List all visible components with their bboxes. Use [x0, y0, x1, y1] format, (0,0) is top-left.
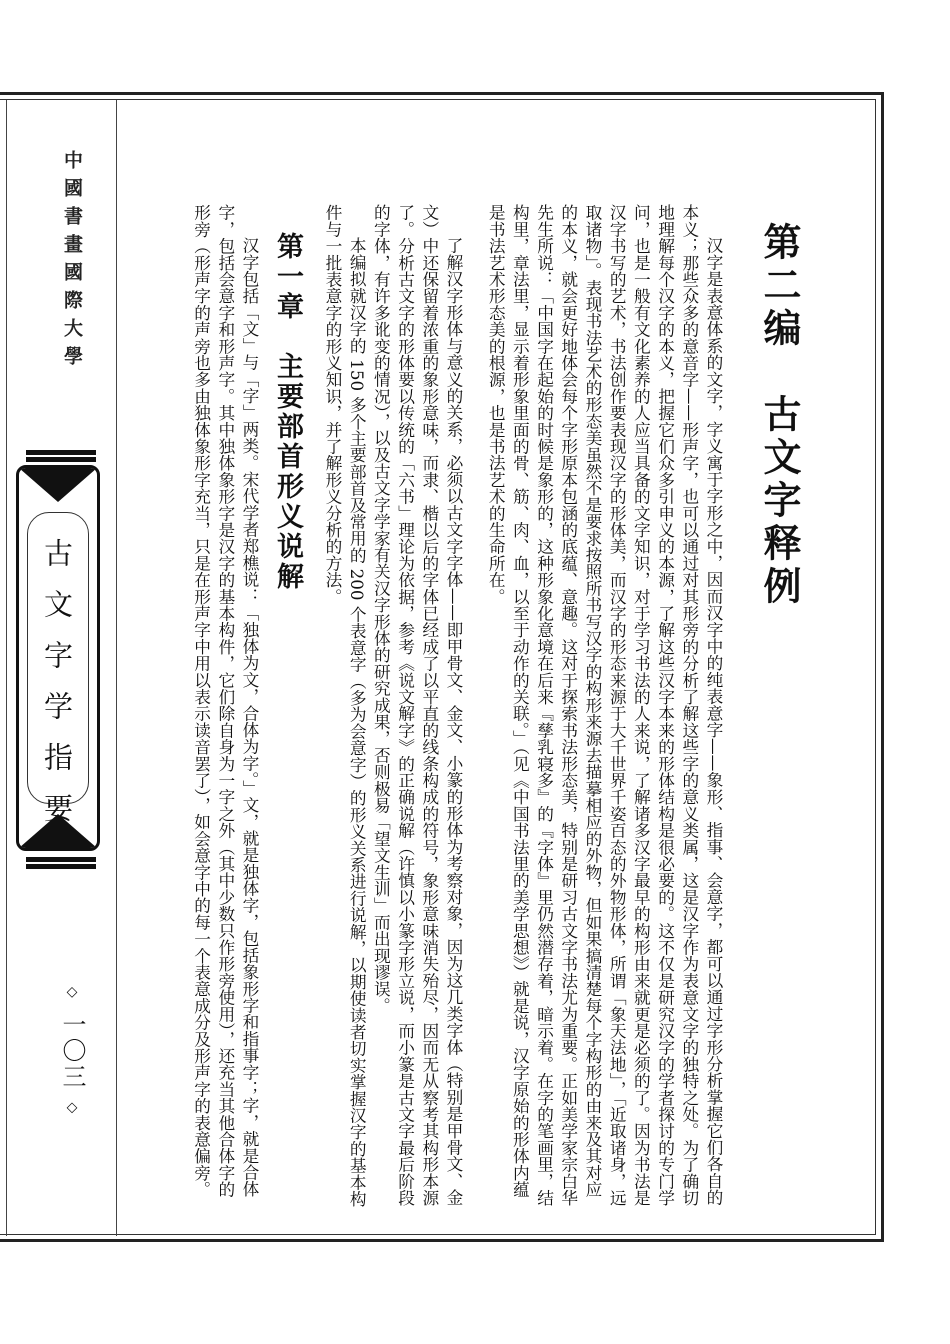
book-title-cartouche [16, 465, 100, 851]
page-number: 一〇三 [58, 1011, 86, 1090]
diamond-icon: ◇ [64, 1099, 80, 1118]
diamond-icon: ◇ [64, 984, 80, 1002]
paragraph-text: 了解汉字形体与意义的关系，必须以古文字字体——即甲骨文、金文、小篆的形体为考察对象，因为这几类字体（特别是甲骨文、金文）中还保留着浓重的象形意味，而隶、楷以后的字体已经成了以平直的线条构成的符号，象形意味消失殆尽，因而无从察考其构形本源了。分析古文字的形体要以传统的「六书」理论为依据，参考《说文解字》的正确说解（许慎以小篆字形立说，而小篆是古文字最后阶段的字体，有许多讹变的情况），以及古文字学家有关汉字形体的研究成果，否则极易「望文生训」而出现谬误。 [371, 204, 464, 1206]
ornament-bar-top [26, 450, 96, 455]
cartouche-ornament-top-icon [19, 468, 97, 502]
cartouche-ornament-bottom-icon [19, 814, 97, 848]
paragraph-text: 汉字包括「文」与「字」两类。宋代学者郑樵说：「独体为文，合体为字。」文，就是独体字，包括象形字和指事字；字，就是合体字，包括会意字和形声字。其中独体象形字是汉字的基本构件，它们除自身为一字之外（其中少数只作形旁使用），还充当其他合体字的形旁（形声字的声旁也多由独体象形字充当，只是在形声字中用以表示读音罢了），如会意字中的每一个表意成分及形声字的表意偏旁。 [191, 204, 260, 1198]
sidebar-rule-left [6, 100, 7, 1236]
ornament-bar-top-2 [26, 457, 96, 462]
paragraph-text: 汉字是表意体系的文字，字义寓于字形之中，因而汉字中的纯表意字——象形、指事、会意字，都可以通过字形分析掌握它们各自的本义；那些众多的意音字——形声字，也可以通过对其形旁的分析了解这些字的意义类属，这是汉字作为表意文字的独特之处。为了确切地理解每个汉字的本义，把握它们众多引申义的本源，了解这些汉字本来的形体结构是很必要的。这不仅是研究汉字的学者探讨的专门学问，也是一般有文化素养的人应当具备的文字知识，对于学习书法的人来说，了解诸多汉字最早的构形由来就更是必须的了。因为书法是汉字书写的艺术，书法创作要表现汉字的形体美，而汉字的形态来源于大千世界千姿百态的外物形体，所谓「象天法地」，「近取诸身，远取诸物」。表现书法艺术的形态美虽然不是要求按照所书写汉字的构形来源去描摹相应的外物，但如果搞清楚每个字构形的由来及其对应的本义，就会更好地体会每个字形原本包涵的底蕴、意趣。这对于探索书法形态美，特别是研习古文字书法尤为重要。正如美学家宗白华先生所说：「中国字在起始的时候是象形的，这种形象化意境在后来『孳乳寝多』的『字体』里仍然潜存着，暗示着。在字的笔画里，结构里，章法里，显示着形象里面的骨、筋、肉、血，以至于动作的关联。」（见《中国书法里的美学思想》）就是说，汉字原始的形体内蕴是书法艺术形态美的根源，也是书法艺术的生命所在。 [486, 204, 724, 1206]
ornament-bar-bottom [26, 857, 96, 862]
chapter-title: 第一章 主要部首形义说解 [272, 232, 303, 592]
paragraph-text: 本编拟就汉字的 150 多个主要部首及常用的 200 个表意字（多为会意字）的形义关系进行说解，以期使读者切实掌握汉字的基本构件与一批表意字的形义知识，并了解形义分析的方法。 [322, 204, 368, 1208]
intro-paragraphs-2-3 [322, 204, 466, 1214]
ornament-bar-bottom-2 [26, 864, 96, 869]
page-number-block [60, 984, 90, 1117]
book-title: 古文字学指要 [40, 538, 74, 844]
series-title: 中國書畫國際大學 [61, 150, 83, 374]
intro-paragraph-1 [476, 204, 726, 1214]
sidebar-rule-right [116, 100, 117, 1236]
chapter-paragraph-1 [184, 204, 262, 1214]
part-title: 第二编 古文字释例 [757, 222, 801, 609]
